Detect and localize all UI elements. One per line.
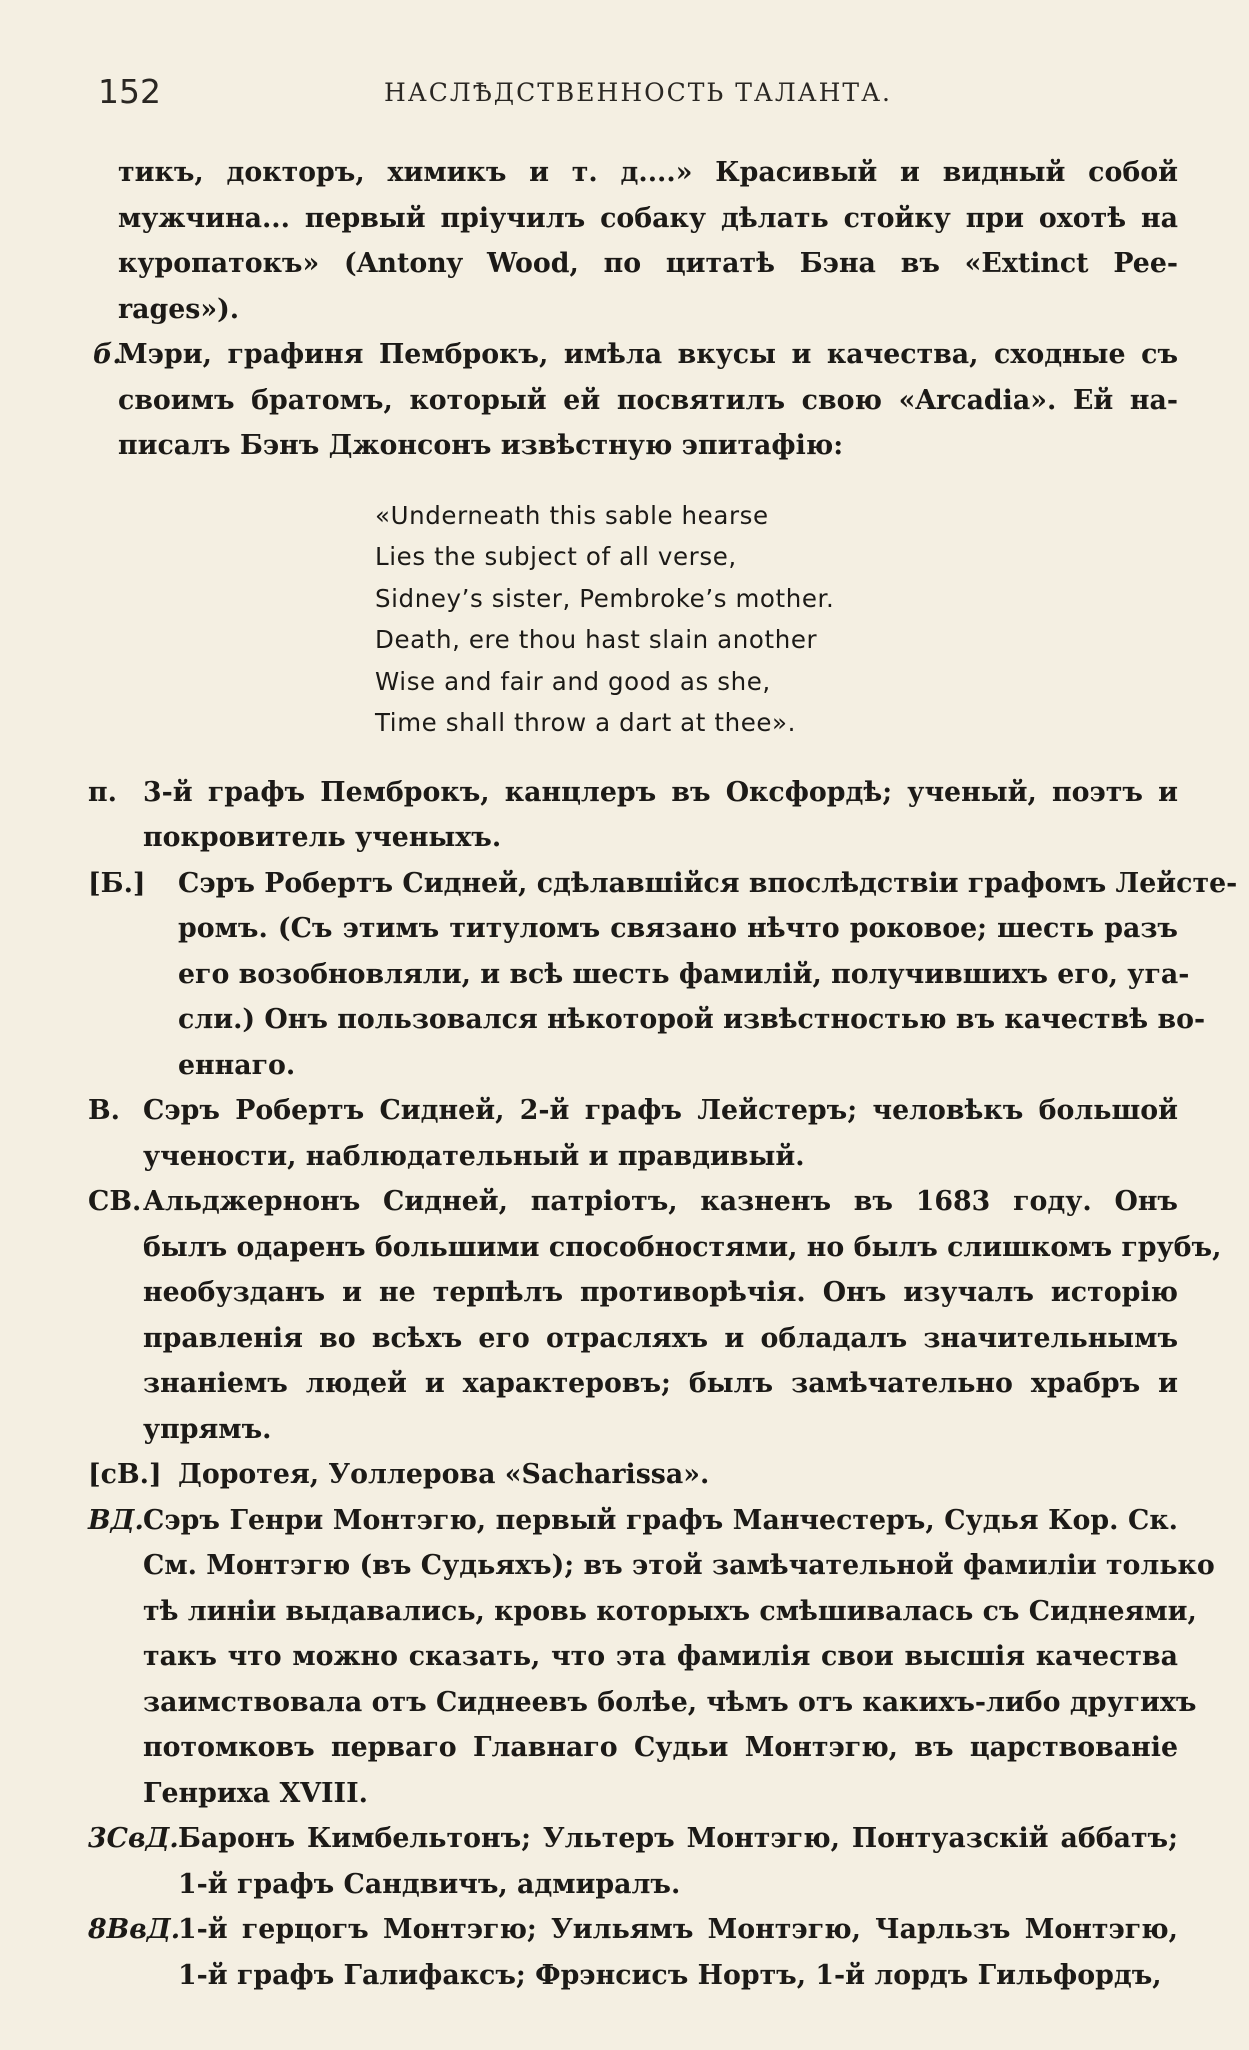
text-line: Сэръ Генри Монтэгю, первый графъ Манчестеръ, Судья Кор. Ск. [143, 1504, 1178, 1536]
text-line: его возобновляли, и всѣ шесть фамилій, получившихъ его, уга- [178, 958, 1190, 990]
text-line: заимствовала отъ Сиднеевъ болѣе, чѣмъ отъ какихъ-либо другихъ [143, 1686, 1197, 1718]
text-line: своимъ братомъ, который ей посвятилъ свою «Arcadia». Ей на- [118, 384, 1178, 416]
text-line: былъ одаренъ большими способностями, но былъ слишкомъ грубъ, [143, 1231, 1222, 1263]
text-line: знаніемъ людей и характеровъ; былъ замѣчательно храбръ и [143, 1368, 1178, 1399]
poem-line: «Underneath this sable hearse [375, 500, 769, 530]
genealogy-entry [88, 770, 1178, 861]
genealogy-entries [88, 770, 1238, 1999]
text-line: 3-й графъ Пемброкъ, канцлеръ въ Оксфордѣ; ученый, поэтъ и [143, 776, 1178, 808]
running-title: НАСЛѢДСТВЕННОСТЬ ТАЛАНТА. [384, 78, 892, 107]
text-line: такъ что можно сказать, что эта фамилія свои высшія качества [143, 1641, 1178, 1672]
text-line: Сэръ Робертъ Сидней, сдѣлавшійся впослѣдствіи графомъ Лейсте- [178, 867, 1238, 899]
entry-marker: В. [88, 1095, 120, 1126]
genealogy-entry [88, 1452, 1178, 1498]
text-line: учености, наблюдательный и правдивый. [143, 1140, 805, 1172]
text-line: Альджернонъ Сидней, патріотъ, казненъ въ 1683 году. Онъ [143, 1186, 1178, 1217]
entry-marker: 3СвД. [88, 1823, 179, 1854]
entry-marker: [Б.] [88, 867, 146, 899]
entry-marker: СВ. [88, 1186, 142, 1217]
entry-marker: ВД. [88, 1504, 144, 1536]
genealogy-entry [88, 1498, 1215, 1817]
opening-paragraph [118, 150, 1178, 332]
text-line: rages»). [118, 293, 240, 325]
text-line: тикъ, докторъ, химикъ и т. д....» Красивый и видный собой [118, 157, 1178, 188]
text-line: покровитель ученыхъ. [143, 822, 502, 853]
text-line: 1-й графъ Сандвичъ, адмиралъ. [178, 1868, 681, 1900]
text-line: потомковъ перваго Главнаго Судьи Монтэгю, въ царствованіе [143, 1732, 1178, 1763]
text-line: Доротея, Уоллерова «Sacharissa». [178, 1459, 710, 1490]
text-line: писалъ Бэнъ Джонсонъ извѣстную эпитафію: [118, 430, 844, 461]
text-line: Мэри, графиня Пемброкъ, имѣла вкусы и качества, сходные съ [118, 339, 1178, 370]
text-line: упрямъ. [143, 1413, 272, 1445]
text-line: тѣ линіи выдавались, кровь которыхъ смѣшивалась съ Сиднеями, [143, 1595, 1197, 1627]
text-line: правленія во всѣхъ его отрасляхъ и обладалъ значительнымъ [143, 1322, 1178, 1354]
body-text [88, 150, 1238, 1998]
page-number: 152 [98, 72, 161, 111]
genealogy-entry [88, 1179, 1222, 1452]
text-line: Генриха XVIII. [143, 1777, 368, 1809]
text-line: ромъ. (Съ этимъ титуломъ связано нѣчто роковое; шесть разъ [178, 913, 1178, 944]
genealogy-entry [88, 1088, 1178, 1179]
text-line: сли.) Онъ пользовался нѣкоторой извѣстностью въ качествѣ во- [178, 1004, 1206, 1035]
text-line: необузданъ и не терпѣлъ противорѣчія. Онъ изучалъ исторію [143, 1277, 1178, 1308]
text-line: мужчина... первый пріучилъ собаку дѣлать стойку при охотѣ на [118, 202, 1178, 234]
entry-marker: 8ВвД. [88, 1914, 181, 1945]
text-line: куропатокъ» (Antony Wood, по цитатѣ Бэна въ «Extinct Pee- [118, 248, 1178, 279]
genealogy-entry [88, 1907, 1178, 1998]
poem-line: Time shall throw a dart at thee». [375, 708, 797, 737]
poem-line: Sidney’s sister, Pembroke’s mother. [375, 583, 835, 613]
genealogy-entry [93, 332, 1178, 469]
epitaph-poem [375, 495, 1178, 744]
genealogy-entry [88, 861, 1238, 1089]
text-line: Сэръ Робертъ Сидней, 2-й графъ Лейстеръ; человѣкъ большой [143, 1095, 1178, 1126]
poem-line: Lies the subject of all verse, [375, 542, 737, 571]
entry-marker: б. [93, 339, 122, 370]
text-line: 1-й герцогъ Монтэгю; Уильямъ Монтэгю, Чарльзъ Монтэгю, [178, 1914, 1178, 1945]
text-line: См. Монтэгю (въ Судьяхъ); въ этой замѣчательной фамиліи только [143, 1550, 1215, 1581]
poem-line: Wise and fair and good as she, [375, 666, 771, 696]
running-head [98, 72, 1178, 122]
entry-marker: [сВ.] [88, 1459, 162, 1490]
poem-line: Death, ere thou hast slain another [375, 625, 818, 654]
text-line: Баронъ Кимбельтонъ; Ультеръ Монтэгю, Понтуазскій аббатъ; [178, 1823, 1178, 1854]
genealogy-entry [88, 1816, 1178, 1907]
text-line: 1-й графъ Галифаксъ; Фрэнсисъ Нортъ, 1-й лордъ Гильфордъ, [178, 1959, 1162, 1991]
text-line: еннаго. [178, 1049, 296, 1081]
entry-marker: п. [88, 776, 117, 808]
